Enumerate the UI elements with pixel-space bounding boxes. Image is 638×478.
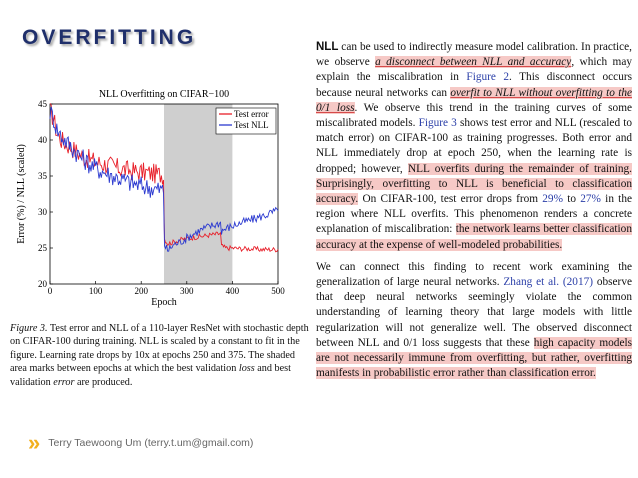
chevron-icon: » (28, 430, 37, 455)
y-tick-label: 40 (38, 135, 47, 145)
figure-2-link[interactable]: Figure 2 (466, 71, 510, 84)
p1-text-d: . We observe this trend in the training curves of some miscalibrated models. (316, 101, 632, 130)
legend-label: Test error (234, 109, 269, 119)
highlight-overfit-nll: overfit to NLL without overfitting to the 0/1 loss (316, 86, 632, 114)
y-tick-label: 20 (38, 279, 47, 289)
paper-text (316, 40, 632, 381)
author-credit: Terry Taewoong Um (terry.t.um@gmail.com) (48, 437, 254, 449)
x-tick-label: 0 (47, 286, 53, 296)
paragraph-2 (316, 260, 632, 382)
p1-text-b: , which may explain the miscalibration in (316, 56, 633, 84)
x-tick-label: 500 (271, 286, 285, 296)
caption-error: error (53, 376, 75, 388)
y-tick-label: 45 (38, 99, 47, 109)
highlight-better-accuracy: the network learns better classification accuracy at the expense of well-modeled probabilities. (316, 223, 632, 251)
caption-text-2: and best validation (10, 363, 291, 388)
x-tick-label: 400 (225, 286, 240, 296)
p1-text-h: in the region where NLL overfits. This phenomenon renders a concrete explanation of miscalibration: (316, 193, 632, 236)
caption-label: Figure 3. (10, 323, 48, 334)
error-27-pct: 27% (580, 193, 601, 206)
figure-caption (10, 322, 310, 389)
highlight-disconnect: a disconnect between NLL and accuracy (375, 56, 572, 69)
y-tick-label: 25 (38, 243, 47, 253)
chart-title: NLL Overfitting on CIFAR−100 (98, 89, 230, 100)
figure-3-link[interactable]: Figure 3 (418, 117, 457, 130)
caption-loss: loss (238, 363, 255, 375)
x-tick-label: 100 (88, 286, 103, 296)
zhang-citation-link[interactable]: Zhang et al. (2017) (503, 276, 594, 289)
legend-label: Test NLL (234, 120, 269, 130)
y-tick-label: 35 (38, 171, 47, 181)
p1-text-c: . This disconnect occurs because neural networks can (316, 71, 632, 99)
run-in-heading: NLL (316, 41, 339, 53)
x-tick-label: 300 (180, 286, 194, 296)
p2-text-a: We can connect this finding to recent work examining the generalization of large neural networks. (316, 260, 632, 289)
p1-text-g: to (563, 193, 581, 206)
y-axis-label: Error (%) / NLL (scaled) (16, 144, 27, 244)
slide-title: OVERFITTING (22, 26, 197, 49)
p2-text-b: observe that deep neural networks seemingly violate the common understanding of learning theory that large models with little regularization will not generalize well. The observed disconnect between NLL and 0/1 loss suggests that these (316, 276, 632, 349)
x-tick-label: 200 (134, 286, 148, 296)
caption-text-1: Test error and NLL of a 110-layer ResNet with stochastic depth on CIFAR-100 during training. NLL is scaled by a constant to fit in the figure. Learning rate drops by 10x at epochs 250 and 375. The shaded area marks between epochs at which the best validation (10, 323, 309, 375)
p1-text-e: shows test error and NLL (rescaled to match error) on CIFAR-100 as training progresses. Both error and NLL immediately drop at epoch 250, when the learning rate is dropped; however, (316, 117, 632, 175)
caption-text-3: are produced. (74, 376, 133, 388)
error-29-pct: 29% (542, 193, 563, 206)
highlight-nll-overfits: NLL overfits during the remainder of training. Surprisingly, overfitting to NLL is beneficial to classification accuracy. (316, 162, 633, 206)
p1-text-f: On CIFAR-100, test error drops from (358, 193, 543, 206)
footer (28, 432, 253, 454)
paragraph-1 (316, 40, 632, 253)
x-axis-label: Epoch (151, 297, 177, 308)
y-tick-label: 30 (38, 207, 47, 217)
highlight-capacity-models: high capacity models are not necessarily immune from overfitting, but rather, overfitting manifests in probabilistic error rather than classification error. (316, 336, 632, 380)
nll-overfitting-chart (0, 78, 305, 310)
p1-text-a: can be used to indirectly measure model calibration. In practice, we observe (316, 41, 632, 69)
